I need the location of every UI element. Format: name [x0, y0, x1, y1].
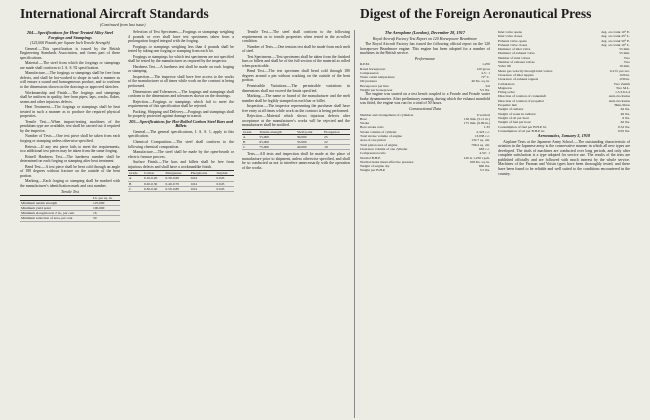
spec-label: Compression [360, 70, 379, 75]
table-cell: 0.30-0.60 [165, 176, 190, 181]
paragraph: Marking.—Each forging or stamping shall be marked with the manufacturer's identification mark and cast number. [20, 179, 120, 188]
spec-label: Clearance volume of one cylinder [360, 146, 408, 151]
table-cell: 0.20-0.30 [143, 181, 165, 186]
table-cell: 50 [92, 216, 120, 221]
spec-value: deg. on crank 10° E. [601, 30, 630, 34]
table-cell: 40,000 [296, 145, 323, 150]
paragraph: Number of Tests.—One test piece shall be taken from each forging or stamping unless otherwise specified. [20, 134, 120, 144]
spec-value: .020 in. [619, 72, 630, 77]
spec-label: Magnetos [498, 85, 512, 90]
article-heading: Aeronautics, January 3, 1918 [537, 133, 591, 139]
table-cell: 0.04 [190, 176, 216, 181]
spec-label: Weight of oil per hour [498, 115, 530, 120]
spec-value: Two [623, 60, 630, 65]
spec-value: Hele-Shaw [614, 103, 630, 108]
spec-value: 108 lbs. sq. in. [469, 159, 490, 164]
spec-value: deg. on crank 45° L. [601, 34, 630, 39]
spec-label: Number and arrangement of cylinders [360, 112, 414, 117]
article-paragraph: Airplane Tests at the Japanese Army School.—The outstanding characteristic of aviation in the Japanese army is the conservative manner in which all new types are developed. The trials of machines are conducted over long periods, and only after complete satisfaction is a type adopted for service use. The results of the tests are published officially and are followed with much interest by the whole service. Machines of the Farman and Voisin types have been thoroughly tested, and these have been found to be reliable and well suited to the conditions encountered in the country. [498, 139, 630, 176]
spec-value: Anti-clockwise [608, 94, 630, 99]
tensile-table [20, 195, 120, 221]
spec-label: Stroke volume of cylinder [360, 129, 397, 134]
spec-label: Carburetors [498, 81, 515, 86]
table-header-cell: Grade [128, 171, 143, 176]
spec-value: 46 lbs. [620, 111, 630, 116]
spec-value: 9.6 [485, 83, 490, 88]
spec-value: 13,938 c.c. [474, 134, 490, 139]
spec-value: deg. on crank 50° E. [601, 38, 630, 43]
spec-value: 2,323 c.c. [476, 129, 490, 134]
paragraph: Inspection.—The inspector shall have free access to the works of the manufacturer at all times while work on the contract is being performed. [128, 74, 234, 89]
spec-value: 10 mm. [619, 64, 630, 69]
spec-label: Compression ratio [360, 151, 386, 156]
spec-label: Weight per B.H.P. [360, 168, 386, 173]
paragraph: Test Specimens.—Test specimens shall be taken from the finished bars or billets and shall be of the full section of the material as rolled when practicable. [242, 54, 350, 68]
paragraph: Chemical Composition.—The steel shall conform to the following chemical composition. [128, 140, 234, 149]
table-cell: 0.30-0.40 [143, 186, 165, 191]
col3-paragraphs [242, 30, 350, 128]
spec-value: 175 mm. (6.89 in.) [463, 121, 490, 126]
spec-value: 0.52 lbs. [618, 124, 630, 129]
spec-value: 120 gross [476, 66, 490, 71]
table-row [242, 145, 350, 150]
paragraph: Manufacture.—The forgings or stampings shall be free from defects, and shall be hot-worked to shape in such a manner as will ensure a sound and homogeneous product, and to conform to the dimensions shown on the drawings or approved sketches. [20, 71, 120, 90]
spec-value: 0.05 lbs. [618, 128, 630, 133]
paragraph: Material.—The steel from which the forgings or stampings are made shall conform to I. A. S. 92 specification. [20, 61, 120, 70]
article-intro: The Royal Aircraft Factory has issued the following official report on the 120 horsepower Beardmore engine. This engine has been adopted for a number of machines in the British service. [360, 42, 490, 56]
table-cell: 22 [323, 140, 350, 145]
spec-value: 4.50 : 1 [479, 151, 490, 156]
column-divider [354, 30, 355, 418]
table-cell: Minimum yield point [20, 206, 92, 211]
spec-label: Weight per horsepower [360, 88, 393, 93]
table-cell: 0.04 [190, 186, 216, 191]
spec-label: Bore stroke ratio [360, 125, 384, 130]
spec-value: 796.2 sq. cm. [471, 142, 490, 147]
spec-label: Diameter of inlet valve [498, 47, 531, 52]
article-subheading: Royal Aircraft Factory Test Report on 120 Horsepower Beardmore [372, 36, 478, 41]
column-3 [242, 30, 350, 418]
section-heading: 205—Specifications for Hot-Rolled Carbon Steel Bars and Billets [129, 118, 233, 129]
spec-label: Oil pressure [360, 79, 378, 84]
paragraph: General.—This specification is issued by the British Engineering Standards Association, and forms part of these specifications. [20, 46, 120, 60]
section-subheading: (125,000 Pounds per Square Inch Tensile Strength) [30, 41, 110, 46]
spec-value: 120 at 1,250 r.p.m. [463, 155, 490, 160]
spec-label: Water outlet temperature [360, 75, 395, 80]
spec-value: 4.5 : 1 [481, 70, 490, 75]
table-cell: 18 [323, 145, 350, 150]
table-cell: 0.045 [216, 186, 234, 191]
table-cell: B [128, 181, 143, 186]
paragraph: Heat Treatment.—The forgings or stampings shall be heat treated in such a manner as to produce the required physical properties. [20, 105, 120, 119]
spec-value: 62 lbs. [620, 120, 630, 125]
spec-label: Rated horsepower [360, 66, 386, 71]
spec-value: Two [623, 55, 630, 60]
spec-value: .030 in. [619, 77, 630, 82]
spec-value: 5.5 lbs. [479, 88, 490, 93]
performance-specs [360, 62, 490, 92]
column-1 [20, 30, 120, 418]
table-cell: A [242, 135, 258, 140]
specs-title: Performance [414, 56, 436, 61]
spec-label: Valve lift [498, 64, 511, 69]
column-5 [498, 30, 630, 418]
table-caption: Tensile Test [61, 189, 79, 194]
spec-value: Anti-clockwise [608, 98, 630, 103]
spec-value: 1.35 [483, 125, 490, 130]
spec-label: Direction of rotation of crankshaft [498, 94, 547, 99]
spec-value: 1.5.3.6.2.4 [615, 90, 630, 95]
table-cell: 0.04 [190, 181, 216, 186]
spec-value: 62 lbs. [620, 107, 630, 112]
paragraph: Dimensions and Tolerances.—The forgings and stampings shall conform to the dimensions and tolerances shown on the drawings. [128, 89, 234, 99]
table-cell: C [242, 145, 258, 150]
spec-label: Inlet valve opens [498, 30, 522, 34]
paragraph: Rejection.—Forgings or stampings which fail to meet the requirements of this specification shall be rejected. [128, 99, 234, 109]
spec-label: Horsepower per litre [360, 83, 389, 88]
table-header-cell: Carbon [143, 171, 165, 176]
paragraph: Forgings or stampings for which test specimens are not specified shall be tested by the manufacturer as required by the inspector. [128, 54, 234, 64]
table-header-cell: Sulphur [216, 171, 234, 176]
spec-value: 6 vertical [476, 112, 490, 117]
spec-value: 6 lbs. [622, 115, 630, 120]
paragraph: Tensile Test.—The steel shall conform to the following requirements as to tensile properties when tested in the as-rolled condition. [242, 30, 350, 44]
table-cell: 35,000 [296, 140, 323, 145]
table-header-cell: Phosphorus [190, 171, 216, 176]
spec-value: 112 ft. per sec. [609, 68, 630, 73]
paragraph: Permissible Variations.—The permissible variations in dimensions shall not exceed the limits specified. [242, 84, 350, 93]
table-cell: 25 [323, 135, 350, 140]
page-title-right: Digest of the Foreign Aeronautical Press [360, 6, 592, 21]
paragraph: Tensile Test.—When impact-testing machines of the pendulum type are available, test shall be carried out if required by the inspector. [20, 119, 120, 133]
spec-value: 660 lbs. [478, 164, 490, 169]
table-cell: B [242, 140, 258, 145]
spec-label: Bore [360, 116, 367, 121]
table-cell: Minimum reduction of area, per cent [20, 216, 92, 221]
spec-label: Consumption of fuel per B.H.P. hr. [498, 124, 547, 129]
paragraph: Manufacture.—The steel shall be made by the open-hearth or electric furnace process. [128, 150, 234, 159]
spec-value: 5.5 lbs. [479, 168, 490, 173]
continued-note: (Continued from last issue) [100, 22, 146, 27]
spec-label: Direction of rotation of propeller [498, 98, 545, 103]
paragraph: Bend Test.—The test specimen shall bend cold through 180 degrees around a pin without cracking on the outside of the bent portion. [242, 69, 350, 83]
table-cell: 65,000 [258, 140, 295, 145]
table-cell: 75,000 [258, 145, 295, 150]
table-cell: 100,000 [92, 206, 120, 211]
table-header-cell: Elongation [323, 129, 350, 134]
spec-value: Two Zenith [613, 81, 630, 86]
spec-value: 663 c.c. [479, 146, 490, 151]
table-cell: C [128, 186, 143, 191]
table-header-cell: Yield point [296, 129, 323, 134]
paragraph: Brinell Hardness Test.—The hardness number shall be determined on each forging or stamping after heat treatment. [20, 154, 120, 164]
table-cell: 0.045 [216, 181, 234, 186]
table-cell: Minimum elongation in 2 in., per cent [20, 211, 92, 216]
constructional-specs [360, 113, 490, 173]
spec-label: Number of inlet valves [498, 55, 531, 60]
spec-label: Clearance of inlet tappets [498, 72, 534, 77]
spec-label: Number of exhaust valves [498, 60, 535, 65]
spec-label: Weight of water in radiator [498, 111, 536, 116]
article-paragraph: The engine was started on a test bench coupled to a Froude and Froude water brake dynamometer. After preliminary running, during which the exhaust manifold was fitted, the engine was run for a total of 50 hours. [360, 92, 490, 106]
paragraph: Forgings or stampings weighing less than 4 pounds shall be tested by taking one forging or stamping from each lot. [128, 44, 234, 54]
spec-value: 132.7 sq. cm. [471, 138, 490, 143]
spec-value: 55 mm. [619, 47, 630, 52]
paragraph: Surface Finish.—The bars and billets shall be free from injurious defects and shall have a workmanlike finish. [128, 160, 234, 169]
table-cell: 30,000 [296, 135, 323, 140]
paragraph: Retests.—If any test piece fails to meet the requirements, two additional test pieces may be taken from the same forging. [20, 144, 120, 154]
spec-value: deg. on crank 10° L. [601, 42, 630, 47]
paragraph: Hardness Test.—A hardness test shall be made on each forging or stamping. [128, 64, 234, 74]
spec-value: Two M.L. [615, 85, 630, 90]
table-cell: A [128, 176, 143, 181]
column-4 [360, 30, 490, 418]
spec-value: 55 mm. [619, 51, 630, 56]
table-cell: 0.40-0.70 [165, 181, 190, 186]
paragraph: Inspection.—The inspector representing the purchaser shall have free entry at all times while work on the contract is being performed. [242, 104, 350, 113]
table-header-cell: Manganese [165, 171, 190, 176]
col2-paragraphs-2 [128, 130, 234, 169]
table-row [20, 216, 120, 221]
spec-label: Diameter of exhaust valve [498, 51, 535, 56]
section-heading: 204—Specifications for Heat-Treated Alloy Steel Forgings and Stampings [26, 30, 114, 40]
spec-label: Clearance of exhaust tappets [498, 77, 539, 82]
table-cell: Minimum tensile strength [20, 201, 92, 206]
spec-label: Weight of radiator [498, 107, 524, 112]
column-2 [128, 30, 234, 418]
spec-row [360, 168, 490, 172]
spec-label: Normal B.H.P. [360, 155, 381, 160]
spec-label: Stroke [360, 121, 370, 126]
tensile-requirements-table [242, 129, 350, 150]
composition-table [128, 170, 234, 191]
paragraph: Rejection.—Material which shows injurious defects after acceptance at the manufacturer's works will be rejected and the manufacturer shall be notified. [242, 114, 350, 128]
spec-label: Consumption of oil per B.H.P. hr. [498, 128, 545, 133]
table-cell: 18 [92, 211, 120, 216]
valve-specs [498, 30, 630, 133]
paragraph: Workmanship and Finish.—The forgings and stampings shall be uniform in quality, free from pipes, laps, cracks, flakes, seams and other injurious defects. [20, 90, 120, 104]
constructional-title: Constructional Data [408, 107, 442, 111]
paragraph: Bend Test.—A test piece shall be bent cold through an angle of 180 degrees without fracture on the outside of the bent portion. [20, 164, 120, 178]
spec-label: Total stroke volume of engine [360, 134, 402, 139]
paragraph: Packing, Shipping and Delivery.—Forgings and stampings shall be properly protected against damage in transit. [128, 109, 234, 119]
spec-label: Exhaust valve opens [498, 38, 527, 43]
spec-value: 40 lbs. sq. in. [471, 79, 490, 84]
paragraph: General.—The general specifications, I. A. S. 1, apply to this specification. [128, 129, 234, 139]
table-cell: 0.10-0.20 [143, 176, 165, 181]
col1-paragraphs [20, 47, 120, 189]
table-cell: 125,000 [92, 201, 120, 206]
article-heading: The Aeroplane (London), December 28, 1917 [384, 30, 466, 35]
table-header-cell: Lb. per sq. in. [92, 196, 120, 201]
spec-label: Mean gas velocity through inlet valves [498, 68, 553, 73]
table-cell: 55,000 [258, 135, 295, 140]
spec-value: 130 mm. (5.11 in.) [463, 116, 490, 121]
spec-label: Exhaust valve closes [498, 42, 528, 47]
table-header-cell: Grade [242, 129, 258, 134]
paragraph: Selection of Test Specimens.—Forgings or stampings weighing 4 pounds or over shall have test specimens taken from a prolongation forged integral with the forging. [128, 30, 234, 44]
spec-value: 72° C. [481, 75, 490, 80]
spec-label: Propeller hub [498, 103, 517, 108]
spec-label: R.P.M. [360, 62, 370, 67]
page-title-left: International Aircraft Standards [20, 6, 209, 21]
closing-paragraph: Tests.—All tests and inspection shall be made at the place of manufacture prior to shipment, unless otherwise specified, and shall be so conducted as not to interfere unnecessarily with the operation of the works. [242, 152, 350, 170]
table-row [128, 186, 234, 191]
paragraph: Number of Tests.—One tension test shall be made from each melt of steel. [242, 44, 350, 54]
spec-label: Firing order [498, 90, 515, 95]
spec-value: 1,250 [482, 62, 490, 67]
spec-label: Inlet valve closes [498, 34, 523, 39]
table-header-row [128, 171, 234, 176]
spec-label: Area of one piston [360, 138, 386, 143]
table-cell: 0.045 [216, 176, 234, 181]
table-cell: 0.50-0.80 [165, 186, 190, 191]
paragraph: Marking.—The name or brand of the manufacturer and the melt number shall be legibly stamped on each bar or billet. [242, 94, 350, 103]
col2-paragraphs [128, 30, 234, 119]
spec-label: Weight of engine dry [360, 164, 390, 169]
spec-label: Total piston area of engine [360, 142, 398, 147]
spec-label: Normal brake mean effective pressure [360, 159, 414, 164]
table-header-cell: Tensile strength [258, 129, 295, 134]
spec-label: Weight of fuel per hour [498, 120, 531, 125]
